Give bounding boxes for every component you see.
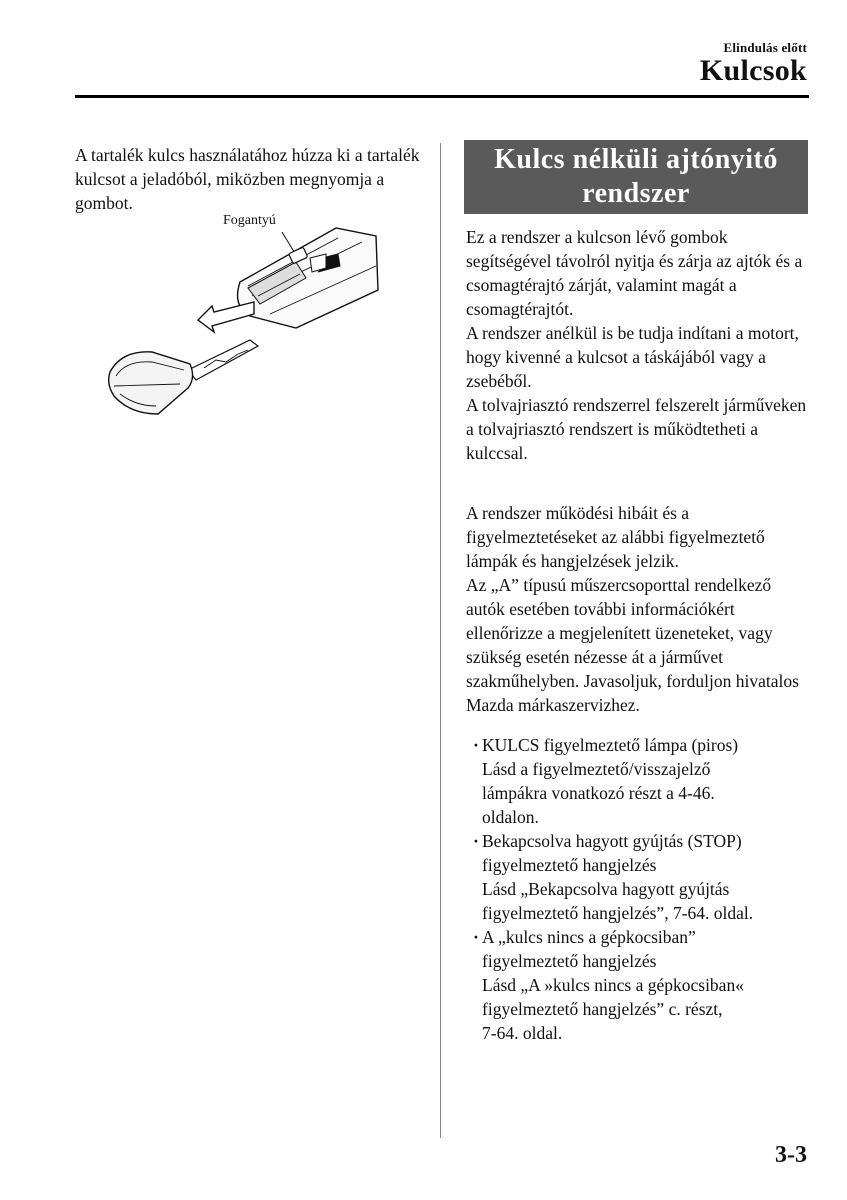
- section-heading-box: [464, 140, 808, 214]
- list-item-line: figyelmeztető hangjelzés: [482, 951, 657, 971]
- bullet-dot: ·: [473, 831, 479, 851]
- paragraph-engine-start: A rendszer anélkül is be tudja indítani a motort, hogy kivenné a kulcsot a táskájából vagy a zsebéből.: [466, 323, 799, 391]
- section-heading-line2: rendszer: [582, 178, 690, 209]
- list-item: [466, 733, 811, 829]
- list-item-line: Lásd „A »kulcs nincs a gépkocsiban«: [482, 975, 744, 995]
- list-item-line: figyelmeztető hangjelzés”, 7-64. oldal.: [482, 903, 754, 923]
- list-item: [466, 829, 811, 925]
- list-item-line: oldalon.: [482, 807, 539, 827]
- key-drawing: [100, 210, 400, 425]
- list-item-line: figyelmeztető hangjelzés: [482, 855, 657, 875]
- list-item-line: 7-64. oldal.: [482, 1023, 563, 1043]
- page-number: 3-3: [775, 1142, 807, 1168]
- transmitter-body: [238, 228, 378, 328]
- pull-arrow-icon: [198, 302, 254, 332]
- list-item-line: KULCS figyelmeztető lámpa (piros): [482, 735, 739, 755]
- list-item-line: Bekapcsolva hagyott gyújtás (STOP): [482, 831, 742, 851]
- right-column: [466, 225, 811, 1045]
- left-column: [75, 143, 420, 215]
- key-head: [109, 352, 193, 414]
- paragraph-type-a-cluster: Az „A” típusú műszercsoporttal rendelkező autók esetében további információkért ellenőrizze a megjelenített üzeneteket, vagy szükség esetén nézesse át a járművet szakműhelyben. Javasoljuk, forduljon hivatalos Mazda márkaszervizhez.: [466, 575, 799, 715]
- bullet-dot: ·: [473, 927, 479, 947]
- key-blade: [188, 340, 258, 380]
- list-item: [466, 925, 811, 1045]
- paragraph-theft-alarm: A tolvajriasztó rendszerrel felszerelt járműveken a tolvajriasztó rendszert is működtetheti a kulccsal.: [466, 395, 807, 463]
- list-item-line: figyelmeztető hangjelzés” c. részt,: [482, 999, 723, 1019]
- section-label: Elindulás előtt: [723, 40, 807, 55]
- section-heading-line1: Kulcs nélküli ajtónyitó: [494, 144, 778, 175]
- list-item-line: A „kulcs nincs a gépkocsiban”: [482, 927, 696, 947]
- column-divider: [440, 143, 441, 1138]
- paragraph-warnings: A rendszer működési hibáit és a figyelmeztetéseket az alábbi figyelmeztető lámpák és hangjelzések jelzik.: [466, 503, 765, 571]
- bullet-dot: ·: [473, 735, 479, 755]
- spare-key-illustration: [100, 210, 400, 425]
- warning-list: [466, 733, 811, 1045]
- spare-key-instruction: A tartalék kulcs használatához húzza ki a tartalék kulcsot a jeladóból, miközben megnyomja a gombot.: [75, 145, 420, 213]
- handle-callout: Fogantyú: [223, 213, 276, 228]
- list-item-line: lámpákra vonatkozó részt a 4-46.: [482, 783, 715, 803]
- header-rule: [75, 95, 809, 98]
- paragraph-remote-function: Ez a rendszer a kulcson lévő gombok segítségével távolról nyitja és zárja az ajtók és a csomagtérajtó zárját, valamint magát a csomagtérajtót.: [466, 227, 803, 319]
- chapter-title: Kulcsok: [699, 54, 807, 87]
- list-item-line: Lásd a figyelmeztető/visszajelző: [482, 759, 711, 779]
- list-item-line: Lásd „Bekapcsolva hagyott gyújtás: [482, 879, 730, 899]
